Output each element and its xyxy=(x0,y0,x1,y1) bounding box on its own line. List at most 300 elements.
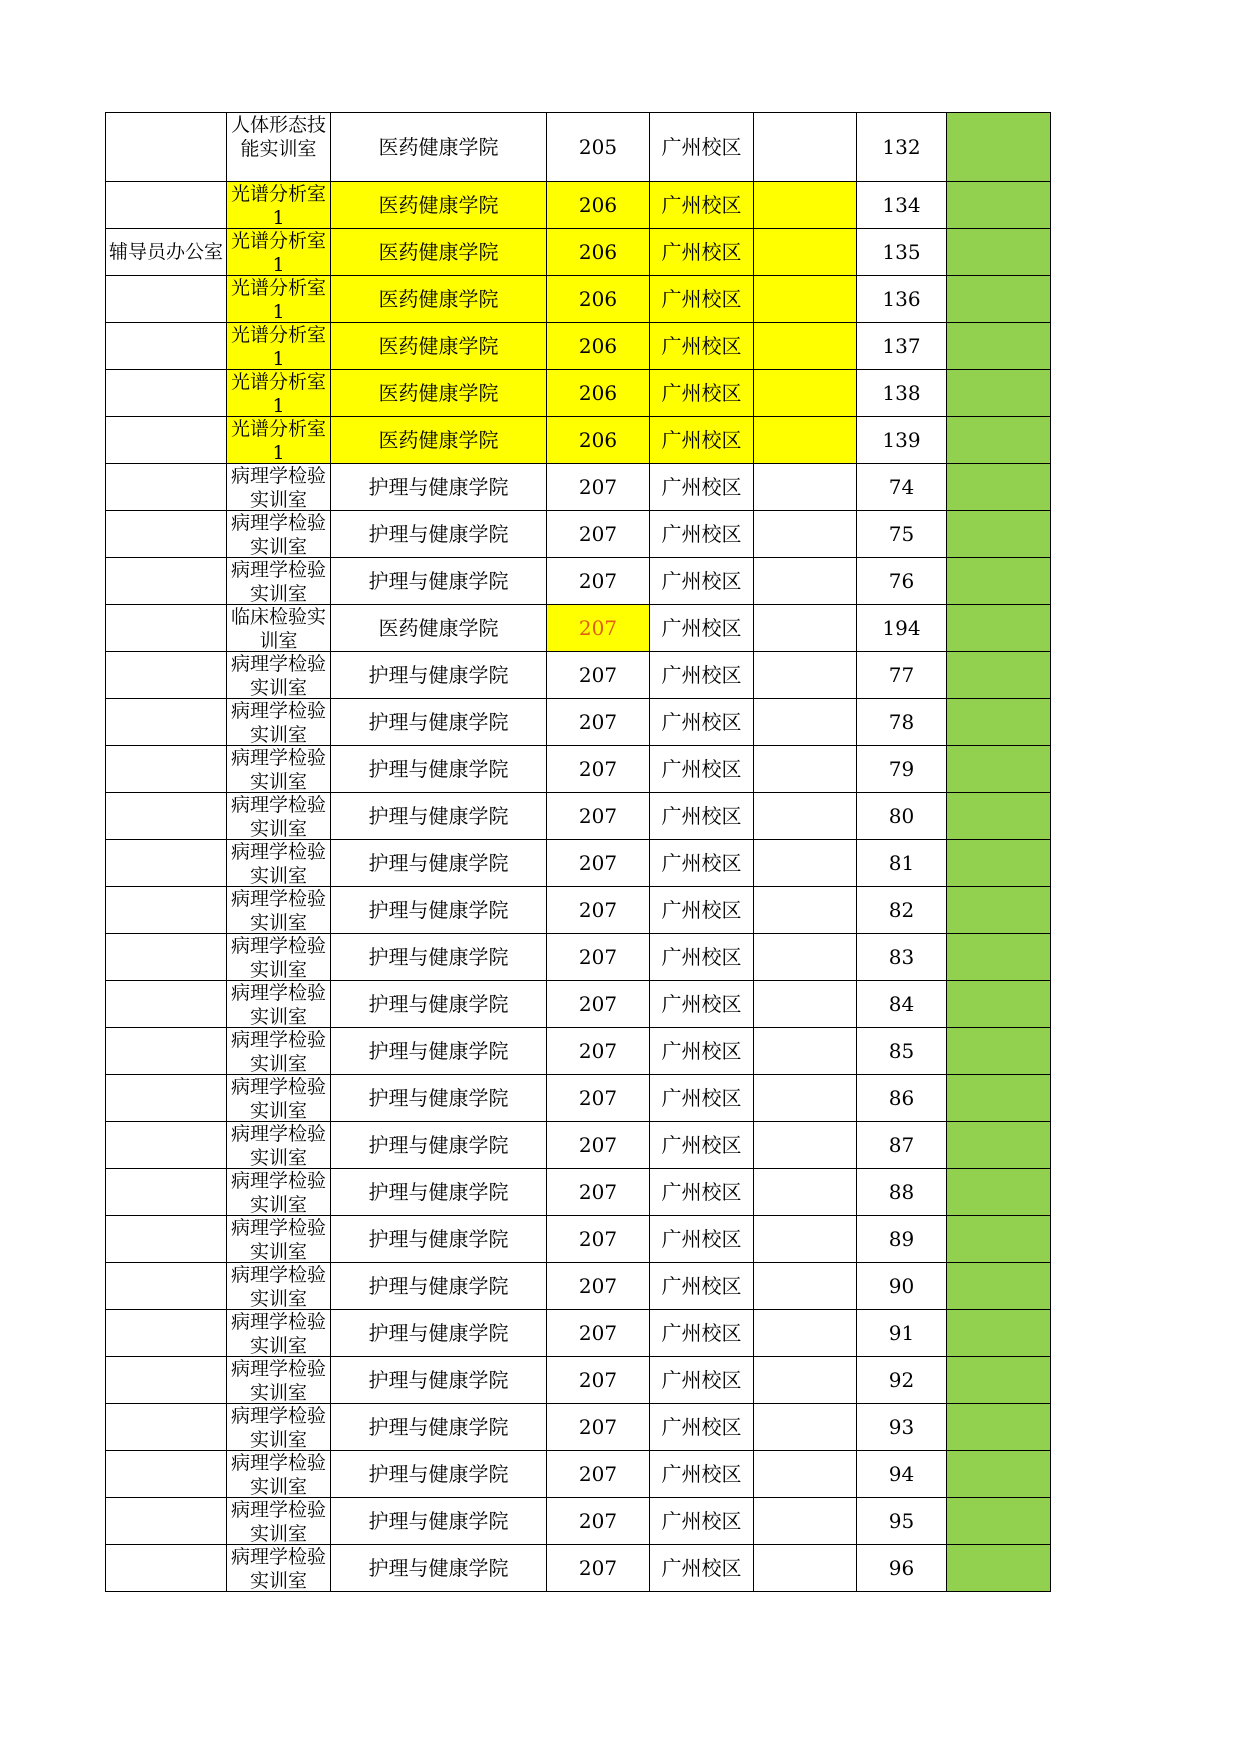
campus-cell: 广州校区 xyxy=(650,370,754,417)
num-cell: 81 xyxy=(857,840,947,887)
status-fill-cell xyxy=(947,511,1051,558)
room-cell xyxy=(227,1169,331,1216)
office-cell xyxy=(106,370,227,417)
campus-cell: 广州校区 xyxy=(650,1451,754,1498)
blank-cell xyxy=(754,1357,857,1404)
room-cell xyxy=(227,981,331,1028)
room-cell xyxy=(227,1263,331,1310)
status-fill-cell xyxy=(947,323,1051,370)
campus-cell: 广州校区 xyxy=(650,605,754,652)
floor-cell: 206 xyxy=(547,276,650,323)
campus-cell: 广州校区 xyxy=(650,1075,754,1122)
table-row xyxy=(106,793,1051,840)
college-cell: 护理与健康学院 xyxy=(331,1545,547,1592)
num-cell: 96 xyxy=(857,1545,947,1592)
blank-cell xyxy=(754,1216,857,1263)
room-name: 光谱分析室1 xyxy=(230,324,326,369)
blank-cell xyxy=(754,182,857,229)
status-fill-cell xyxy=(947,1357,1051,1404)
num-cell: 86 xyxy=(857,1075,947,1122)
table-row xyxy=(106,605,1051,652)
floor-cell: 207 xyxy=(547,1169,650,1216)
status-fill-cell xyxy=(947,746,1051,793)
room-name: 病理学检验实训室 xyxy=(230,559,326,604)
blank-cell xyxy=(754,1310,857,1357)
office-cell xyxy=(106,323,227,370)
room-cell xyxy=(227,511,331,558)
table-row xyxy=(106,276,1051,323)
room-name: 病理学检验实训室 xyxy=(230,1405,326,1450)
table-row xyxy=(106,1216,1051,1263)
campus-cell: 广州校区 xyxy=(650,1404,754,1451)
num-cell: 85 xyxy=(857,1028,947,1075)
num-cell: 87 xyxy=(857,1122,947,1169)
room-cell xyxy=(227,1404,331,1451)
room-cell xyxy=(227,323,331,370)
room-name: 病理学检验实训室 xyxy=(230,1452,326,1497)
num-cell: 77 xyxy=(857,652,947,699)
blank-cell xyxy=(754,793,857,840)
num-cell: 75 xyxy=(857,511,947,558)
campus-cell: 广州校区 xyxy=(650,793,754,840)
office-cell xyxy=(106,511,227,558)
room-cell xyxy=(227,417,331,464)
num-cell: 135 xyxy=(857,229,947,276)
floor-cell: 207 xyxy=(547,699,650,746)
num-cell: 80 xyxy=(857,793,947,840)
room-table-body xyxy=(106,113,1051,1592)
room-name: 光谱分析室1 xyxy=(230,371,326,416)
table-row xyxy=(106,511,1051,558)
office-cell xyxy=(106,276,227,323)
table-row xyxy=(106,1357,1051,1404)
room-cell xyxy=(227,1310,331,1357)
room-cell xyxy=(227,558,331,605)
num-cell: 138 xyxy=(857,370,947,417)
table-row xyxy=(106,887,1051,934)
college-cell: 护理与健康学院 xyxy=(331,934,547,981)
room-name: 临床检验实训室 xyxy=(230,606,326,651)
status-fill-cell xyxy=(947,793,1051,840)
status-fill-cell xyxy=(947,1075,1051,1122)
status-fill-cell xyxy=(947,652,1051,699)
campus-cell: 广州校区 xyxy=(650,1122,754,1169)
table-row xyxy=(106,1404,1051,1451)
campus-cell: 广州校区 xyxy=(650,323,754,370)
floor-cell: 207 xyxy=(547,1122,650,1169)
room-cell xyxy=(227,605,331,652)
college-cell: 护理与健康学院 xyxy=(331,1310,547,1357)
floor-cell: 205 xyxy=(547,113,650,182)
room-cell xyxy=(227,1216,331,1263)
floor-cell: 207 xyxy=(547,1216,650,1263)
status-fill-cell xyxy=(947,182,1051,229)
status-fill-cell xyxy=(947,1498,1051,1545)
floor-cell: 207 xyxy=(547,793,650,840)
room-name: 病理学检验实训室 xyxy=(230,841,326,886)
blank-cell xyxy=(754,1122,857,1169)
room-name: 光谱分析室1 xyxy=(230,418,326,463)
status-fill-cell xyxy=(947,1028,1051,1075)
campus-cell: 广州校区 xyxy=(650,746,754,793)
floor-cell: 206 xyxy=(547,229,650,276)
blank-cell xyxy=(754,558,857,605)
college-cell: 护理与健康学院 xyxy=(331,840,547,887)
campus-cell: 广州校区 xyxy=(650,981,754,1028)
status-fill-cell xyxy=(947,1263,1051,1310)
college-cell: 护理与健康学院 xyxy=(331,1075,547,1122)
college-cell: 护理与健康学院 xyxy=(331,1404,547,1451)
campus-cell: 广州校区 xyxy=(650,1545,754,1592)
college-cell: 医药健康学院 xyxy=(331,370,547,417)
room-name: 病理学检验实训室 xyxy=(230,1546,326,1591)
status-fill-cell xyxy=(947,1310,1051,1357)
table-row xyxy=(106,464,1051,511)
office-cell xyxy=(106,887,227,934)
college-cell: 护理与健康学院 xyxy=(331,558,547,605)
college-cell: 护理与健康学院 xyxy=(331,1216,547,1263)
room-name: 病理学检验实训室 xyxy=(230,465,326,510)
status-fill-cell xyxy=(947,887,1051,934)
campus-cell: 广州校区 xyxy=(650,699,754,746)
room-cell xyxy=(227,1498,331,1545)
table-row xyxy=(106,1122,1051,1169)
num-cell: 95 xyxy=(857,1498,947,1545)
campus-cell: 广州校区 xyxy=(650,1498,754,1545)
num-cell: 194 xyxy=(857,605,947,652)
campus-cell: 广州校区 xyxy=(650,558,754,605)
blank-cell xyxy=(754,1075,857,1122)
blank-cell xyxy=(754,1451,857,1498)
num-cell: 89 xyxy=(857,1216,947,1263)
floor-cell: 207 xyxy=(547,464,650,511)
floor-cell: 207 xyxy=(547,981,650,1028)
floor-cell: 207 xyxy=(547,1075,650,1122)
campus-cell: 广州校区 xyxy=(650,1169,754,1216)
floor-cell: 207 xyxy=(547,1310,650,1357)
room-cell xyxy=(227,1357,331,1404)
num-cell: 91 xyxy=(857,1310,947,1357)
room-name: 光谱分析室1 xyxy=(230,230,326,275)
room-name: 光谱分析室1 xyxy=(230,277,326,322)
room-name: 病理学检验实训室 xyxy=(230,1311,326,1356)
campus-cell: 广州校区 xyxy=(650,229,754,276)
blank-cell xyxy=(754,699,857,746)
table-row xyxy=(106,1263,1051,1310)
campus-cell: 广州校区 xyxy=(650,417,754,464)
office-cell xyxy=(106,1451,227,1498)
office-cell xyxy=(106,1075,227,1122)
office-cell xyxy=(106,652,227,699)
status-fill-cell xyxy=(947,1451,1051,1498)
blank-cell xyxy=(754,746,857,793)
room-cell xyxy=(227,793,331,840)
office-cell xyxy=(106,1263,227,1310)
table-row xyxy=(106,1451,1051,1498)
college-cell: 护理与健康学院 xyxy=(331,746,547,793)
num-cell: 83 xyxy=(857,934,947,981)
floor-cell: 207 xyxy=(547,1451,650,1498)
status-fill-cell xyxy=(947,981,1051,1028)
blank-cell xyxy=(754,276,857,323)
blank-cell xyxy=(754,417,857,464)
num-cell: 93 xyxy=(857,1404,947,1451)
college-cell: 医药健康学院 xyxy=(331,182,547,229)
floor-cell: 207 xyxy=(547,1545,650,1592)
status-fill-cell xyxy=(947,1122,1051,1169)
blank-cell xyxy=(754,1263,857,1310)
office-cell xyxy=(106,1498,227,1545)
room-name: 病理学检验实训室 xyxy=(230,888,326,933)
num-cell: 139 xyxy=(857,417,947,464)
table-row xyxy=(106,1075,1051,1122)
room-cell xyxy=(227,1122,331,1169)
table-row xyxy=(106,981,1051,1028)
college-cell: 护理与健康学院 xyxy=(331,1122,547,1169)
status-fill-cell xyxy=(947,229,1051,276)
room-name: 病理学检验实训室 xyxy=(230,700,326,745)
room-cell xyxy=(227,840,331,887)
campus-cell: 广州校区 xyxy=(650,887,754,934)
num-cell: 136 xyxy=(857,276,947,323)
campus-cell: 广州校区 xyxy=(650,1357,754,1404)
floor-cell: 207 xyxy=(547,1404,650,1451)
room-cell xyxy=(227,934,331,981)
office-cell xyxy=(106,182,227,229)
table-row xyxy=(106,746,1051,793)
blank-cell xyxy=(754,1169,857,1216)
college-cell: 护理与健康学院 xyxy=(331,1169,547,1216)
office-cell xyxy=(106,1122,227,1169)
status-fill-cell xyxy=(947,1169,1051,1216)
blank-cell xyxy=(754,113,857,182)
blank-cell xyxy=(754,652,857,699)
campus-cell: 广州校区 xyxy=(650,934,754,981)
campus-cell: 广州校区 xyxy=(650,1216,754,1263)
num-cell: 90 xyxy=(857,1263,947,1310)
room-cell xyxy=(227,1075,331,1122)
campus-cell: 广州校区 xyxy=(650,1028,754,1075)
campus-cell: 广州校区 xyxy=(650,276,754,323)
room-cell xyxy=(227,229,331,276)
blank-cell xyxy=(754,370,857,417)
college-cell: 医药健康学院 xyxy=(331,276,547,323)
floor-cell: 206 xyxy=(547,182,650,229)
status-fill-cell xyxy=(947,417,1051,464)
office-cell xyxy=(106,1028,227,1075)
table-row xyxy=(106,113,1051,182)
campus-cell: 广州校区 xyxy=(650,1310,754,1357)
status-fill-cell xyxy=(947,276,1051,323)
office-cell xyxy=(106,113,227,182)
campus-cell: 广州校区 xyxy=(650,840,754,887)
blank-cell xyxy=(754,323,857,370)
status-fill-cell xyxy=(947,840,1051,887)
room-name: 病理学检验实训室 xyxy=(230,1264,326,1309)
room-name: 病理学检验实训室 xyxy=(230,1499,326,1544)
college-cell: 医药健康学院 xyxy=(331,229,547,276)
college-cell: 护理与健康学院 xyxy=(331,699,547,746)
room-cell xyxy=(227,1545,331,1592)
blank-cell xyxy=(754,511,857,558)
status-fill-cell xyxy=(947,370,1051,417)
floor-cell: 207 xyxy=(547,1357,650,1404)
room-name: 病理学检验实训室 xyxy=(230,1029,326,1074)
office-cell xyxy=(106,1545,227,1592)
blank-cell xyxy=(754,1498,857,1545)
room-table xyxy=(105,112,1051,1592)
office-cell xyxy=(106,558,227,605)
room-cell xyxy=(227,1451,331,1498)
table-row xyxy=(106,1545,1051,1592)
num-cell: 94 xyxy=(857,1451,947,1498)
college-cell: 医药健康学院 xyxy=(331,323,547,370)
floor-cell: 206 xyxy=(547,323,650,370)
college-cell: 护理与健康学院 xyxy=(331,1357,547,1404)
room-cell xyxy=(227,699,331,746)
num-cell: 92 xyxy=(857,1357,947,1404)
floor-cell: 207 xyxy=(547,934,650,981)
room-name: 病理学检验实训室 xyxy=(230,935,326,980)
room-cell xyxy=(227,182,331,229)
room-name: 病理学检验实训室 xyxy=(230,1123,326,1168)
college-cell: 护理与健康学院 xyxy=(331,887,547,934)
room-name: 病理学检验实训室 xyxy=(230,1076,326,1121)
table-row xyxy=(106,182,1051,229)
office-cell xyxy=(106,934,227,981)
floor-cell: 206 xyxy=(547,370,650,417)
room-cell xyxy=(227,113,331,182)
college-cell: 护理与健康学院 xyxy=(331,1028,547,1075)
college-cell: 护理与健康学院 xyxy=(331,511,547,558)
room-name: 病理学检验实训室 xyxy=(230,1170,326,1215)
room-cell xyxy=(227,746,331,793)
floor-cell: 207 xyxy=(547,558,650,605)
floor-cell: 207 xyxy=(547,887,650,934)
office-cell xyxy=(106,464,227,511)
table-row xyxy=(106,229,1051,276)
college-cell: 护理与健康学院 xyxy=(331,981,547,1028)
floor-cell: 207 xyxy=(547,511,650,558)
office-cell xyxy=(106,1404,227,1451)
college-cell: 医药健康学院 xyxy=(331,113,547,182)
room-cell xyxy=(227,1028,331,1075)
blank-cell xyxy=(754,887,857,934)
office-cell xyxy=(106,699,227,746)
blank-cell xyxy=(754,605,857,652)
floor-cell: 207 xyxy=(547,840,650,887)
floor-cell: 206 xyxy=(547,417,650,464)
table-row xyxy=(106,370,1051,417)
table-row xyxy=(106,934,1051,981)
college-cell: 护理与健康学院 xyxy=(331,1451,547,1498)
campus-cell: 广州校区 xyxy=(650,652,754,699)
floor-cell: 207 xyxy=(547,746,650,793)
room-name: 病理学检验实训室 xyxy=(230,794,326,839)
table-row xyxy=(106,417,1051,464)
blank-cell xyxy=(754,981,857,1028)
blank-cell xyxy=(754,229,857,276)
table-row xyxy=(106,1498,1051,1545)
table-row xyxy=(106,699,1051,746)
room-name: 病理学检验实训室 xyxy=(230,747,326,792)
blank-cell xyxy=(754,934,857,981)
college-cell: 护理与健康学院 xyxy=(331,652,547,699)
table-row xyxy=(106,1028,1051,1075)
num-cell: 84 xyxy=(857,981,947,1028)
blank-cell xyxy=(754,464,857,511)
floor-cell: 207 xyxy=(547,1028,650,1075)
status-fill-cell xyxy=(947,699,1051,746)
num-cell: 82 xyxy=(857,887,947,934)
room-cell xyxy=(227,276,331,323)
room-cell xyxy=(227,887,331,934)
blank-cell xyxy=(754,840,857,887)
campus-cell: 广州校区 xyxy=(650,113,754,182)
table-row xyxy=(106,558,1051,605)
table-row xyxy=(106,323,1051,370)
status-fill-cell xyxy=(947,558,1051,605)
room-cell xyxy=(227,464,331,511)
college-cell: 护理与健康学院 xyxy=(331,1498,547,1545)
college-cell: 医药健康学院 xyxy=(331,605,547,652)
room-name: 病理学检验实训室 xyxy=(230,653,326,698)
room-name: 光谱分析室1 xyxy=(230,183,326,228)
room-name: 人体形态技能实训室 xyxy=(230,114,326,160)
num-cell: 78 xyxy=(857,699,947,746)
college-cell: 护理与健康学院 xyxy=(331,793,547,840)
office-cell xyxy=(106,793,227,840)
room-cell xyxy=(227,370,331,417)
status-fill-cell xyxy=(947,605,1051,652)
status-fill-cell xyxy=(947,1216,1051,1263)
campus-cell: 广州校区 xyxy=(650,511,754,558)
status-fill-cell xyxy=(947,934,1051,981)
blank-cell xyxy=(754,1028,857,1075)
status-fill-cell xyxy=(947,464,1051,511)
num-cell: 88 xyxy=(857,1169,947,1216)
status-fill-cell xyxy=(947,1404,1051,1451)
office-cell xyxy=(106,417,227,464)
office-cell: 辅导员办公室 xyxy=(106,229,227,276)
num-cell: 79 xyxy=(857,746,947,793)
office-cell xyxy=(106,1216,227,1263)
office-cell xyxy=(106,981,227,1028)
college-cell: 医药健康学院 xyxy=(331,417,547,464)
table-row xyxy=(106,1169,1051,1216)
room-name: 病理学检验实训室 xyxy=(230,1217,326,1262)
room-name: 病理学检验实训室 xyxy=(230,1358,326,1403)
table-row xyxy=(106,1310,1051,1357)
room-name: 病理学检验实训室 xyxy=(230,982,326,1027)
num-cell: 134 xyxy=(857,182,947,229)
college-cell: 护理与健康学院 xyxy=(331,1263,547,1310)
floor-cell: 207 xyxy=(547,1263,650,1310)
blank-cell xyxy=(754,1545,857,1592)
num-cell: 137 xyxy=(857,323,947,370)
campus-cell: 广州校区 xyxy=(650,182,754,229)
floor-cell: 207 xyxy=(547,652,650,699)
office-cell xyxy=(106,840,227,887)
num-cell: 76 xyxy=(857,558,947,605)
office-cell xyxy=(106,605,227,652)
table-row xyxy=(106,652,1051,699)
num-cell: 132 xyxy=(857,113,947,182)
campus-cell: 广州校区 xyxy=(650,1263,754,1310)
table-row xyxy=(106,840,1051,887)
office-cell xyxy=(106,1169,227,1216)
office-cell xyxy=(106,746,227,793)
